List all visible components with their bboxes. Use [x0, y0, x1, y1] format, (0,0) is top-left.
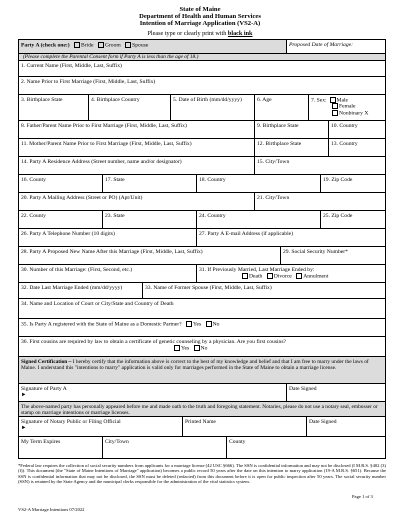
certification-text: Signed Certification ~ I hereby certify that the information above is correct to the best of my knowledge and belief and that I am free to marry under the laws of Maine. I understand this "intentions to marry" application is valid only for marriages performed in the State of Maine to obtain a marriage license.: [21, 359, 369, 372]
father-birthplace-field[interactable]: 9. Birthplace State: [255, 121, 329, 138]
consent-note: (Please complete the Parental Consent form if Party A is less than the age of 18.): [19, 54, 385, 61]
mailing-zip-field[interactable]: 25. Zip Code: [323, 213, 353, 219]
father-country-field[interactable]: 10. Country: [331, 123, 358, 129]
mailing-address-field[interactable]: 20. Party A Mailing Address (Street or PO) (Apt/Unit): [19, 193, 255, 210]
age-field[interactable]: 6. Age: [255, 95, 309, 120]
row-contact: [19, 229, 385, 247]
dp-no-checkbox[interactable]: [206, 321, 212, 327]
notary-county-field[interactable]: County: [229, 439, 246, 445]
prior-name-field[interactable]: 2. Name Prior to First Marriage (First, Middle, Last, Suffix): [21, 79, 156, 85]
residence-state-field[interactable]: 17. State: [103, 175, 197, 192]
row-prior-name: [19, 77, 385, 95]
spouse-checkbox[interactable]: [125, 42, 131, 48]
row-mailing: [19, 193, 385, 211]
male-checkbox[interactable]: [330, 97, 336, 103]
birthplace-state-field[interactable]: 3. Birthplace State: [19, 95, 89, 120]
row-mother: [19, 139, 385, 157]
residence-address-field[interactable]: 14. Party A Residence Address (Street number, name and/or designator): [19, 157, 255, 174]
ssn-footnote: *Federal law requires the collection of social security numbers from applicants for a marriage license (42 USC §666). The SSN is confidential information and may not be disclosed (I M.R.S. §402 (3)(f)). This document (the "State of Maine Intentions of Marriage" application) becomes a public record 50 years after the date on this intention to marry application (19-A M.R.S. §651). Because the SSN is confidential information that may not be disclosed, the SSN must be deleted (redacted) from this document before it is open for public inspection after 50 years. The social security number (SSN) is retained by the State Agency and the municipal clerks responsible for the administration of the vital statistics system.: [18, 463, 386, 484]
mailing-state-field[interactable]: 23. State: [103, 211, 197, 228]
row-current-name: [19, 61, 385, 77]
row-court: [19, 299, 385, 319]
row-signature: [19, 384, 385, 402]
row-notary: [19, 417, 385, 437]
row-birth-info: [19, 95, 385, 121]
row-former-spouse: [19, 283, 385, 299]
form-title: Intention of Marriage Application (VS2-A): [139, 20, 261, 27]
divorce-checkbox[interactable]: [267, 273, 273, 279]
last-marriage-ended-field: 31. If Previously Married, Last Marriage Ended by: Death Divorce Annulment: [199, 267, 329, 280]
party-a-heading-row: [19, 40, 385, 54]
proposed-date-field[interactable]: Proposed Date of Marriage:: [287, 40, 385, 53]
row-residence: [19, 157, 385, 175]
cousins-field: 36. First cousins are required by law to obtain a certificate of genetic counseling by a physician. Are you first cousins? Yes No: [21, 339, 287, 352]
current-name-field[interactable]: 1. Current Name (First, Middle, Last, Suffix): [21, 63, 122, 69]
form-id: VS2-A Marriage Intentions 07/2022: [18, 507, 85, 512]
notary-note: [19, 402, 385, 417]
death-checkbox[interactable]: [242, 273, 248, 279]
notary-text: The above-named party has personally appeared before me and made oath to the truth and foregoing statement. Notaries, please do not use a notary seal, embosser or stamp on marriage intentions or marriage licenses.: [21, 404, 378, 416]
residence-city-field[interactable]: 15. City/Town: [257, 159, 290, 165]
telephone-field[interactable]: 26. Party A Telephone Number (10 digits): [19, 229, 197, 246]
row-marriage-number: [19, 265, 385, 283]
signature-party-a-field[interactable]: Signature of Party A ►: [19, 384, 287, 401]
state-title: State of Maine: [179, 6, 221, 13]
residence-zip-field[interactable]: 19. Zip Code: [323, 177, 353, 183]
nonbinary-checkbox[interactable]: [332, 110, 338, 116]
department-title: Department of Health and Human Services: [139, 13, 261, 20]
row-cousins: [19, 337, 385, 357]
mother-birthplace-field[interactable]: 12. Birthplace State: [255, 139, 329, 156]
mother-name-field[interactable]: 11. Mother/Parent Name Prior to First Marriage (First, Middle, Last, Suffix): [19, 139, 255, 156]
father-name-field[interactable]: 8. Father/Parent Name Prior to First Marriage (First, Middle, Last, Suffix): [19, 121, 255, 138]
former-spouse-field[interactable]: 33. Name of Former Spouse (First, Middle, Last, Suffix): [145, 285, 272, 291]
mailing-city-field[interactable]: 21. City/Town: [257, 195, 290, 201]
new-name-field[interactable]: 28. Party A Proposed New Name After this Marriage (First, Middle, Last, Suffix): [19, 247, 281, 264]
row-new-name: [19, 247, 385, 265]
page-number: Page 1 of 3: [352, 494, 373, 499]
marriage-number-field[interactable]: 30. Number of this Marriage: (First, Second, etc.): [19, 265, 197, 282]
notary-city-field[interactable]: City/Town: [103, 437, 227, 459]
certification-block: [19, 357, 385, 384]
court-location-field[interactable]: 34. Name and Location of Court or City/State and Country of Death: [21, 301, 174, 307]
female-checkbox[interactable]: [332, 103, 338, 109]
dp-yes-checkbox[interactable]: [186, 321, 192, 327]
row-father: [19, 121, 385, 139]
groom-checkbox[interactable]: [98, 42, 104, 48]
cousins-yes-checkbox[interactable]: [174, 345, 180, 351]
notary-date-field[interactable]: Date Signed: [309, 419, 337, 425]
mother-country-field[interactable]: 13. Country: [331, 141, 358, 147]
cousins-no-checkbox[interactable]: [194, 345, 200, 351]
row-domestic-partner: [19, 319, 385, 337]
birthplace-country-field[interactable]: 4. Birthplace Country: [89, 95, 171, 120]
date-signed-field[interactable]: Date Signed: [289, 386, 317, 392]
annulment-checkbox[interactable]: [296, 273, 302, 279]
term-expires-field[interactable]: My Term Expires: [19, 437, 103, 459]
printed-name-field[interactable]: Printed Name: [183, 417, 307, 436]
notary-signature-field[interactable]: Signature of Notary Public or Filing Official ►: [19, 417, 183, 436]
application-form: [18, 39, 386, 459]
instructions: Please type or clearly print with black ink: [147, 30, 253, 37]
sex-field: 7. Sex: Male Female Nonbinary X: [311, 97, 369, 117]
email-field[interactable]: 27. Party A E-mail Address (if applicable): [199, 231, 293, 237]
domestic-partner-field: 35. Is Party A registered with the State of Maine as a Domestic Partner? Yes No: [21, 321, 220, 328]
row-term: [19, 437, 385, 459]
party-a-select: Party A (check one:) Bride Groom Spouse: [19, 40, 287, 53]
mailing-country-field[interactable]: 24. Country: [197, 211, 321, 228]
residence-country-field[interactable]: 18. Country: [197, 175, 321, 192]
row-residence-region: [19, 175, 385, 193]
date-of-birth-field[interactable]: 5. Date of Birth (mm/dd/yyyy): [171, 95, 255, 120]
residence-county-field[interactable]: 16. County: [19, 175, 103, 192]
bride-checkbox[interactable]: [74, 42, 80, 48]
row-mailing-region: [19, 211, 385, 229]
mailing-county-field[interactable]: 22. County: [19, 211, 103, 228]
date-marriage-ended-field[interactable]: 32. Date Last Marriage Ended (mm/dd/yyyy): [19, 283, 143, 298]
ssn-field[interactable]: 29. Social Security Number*: [283, 249, 348, 255]
